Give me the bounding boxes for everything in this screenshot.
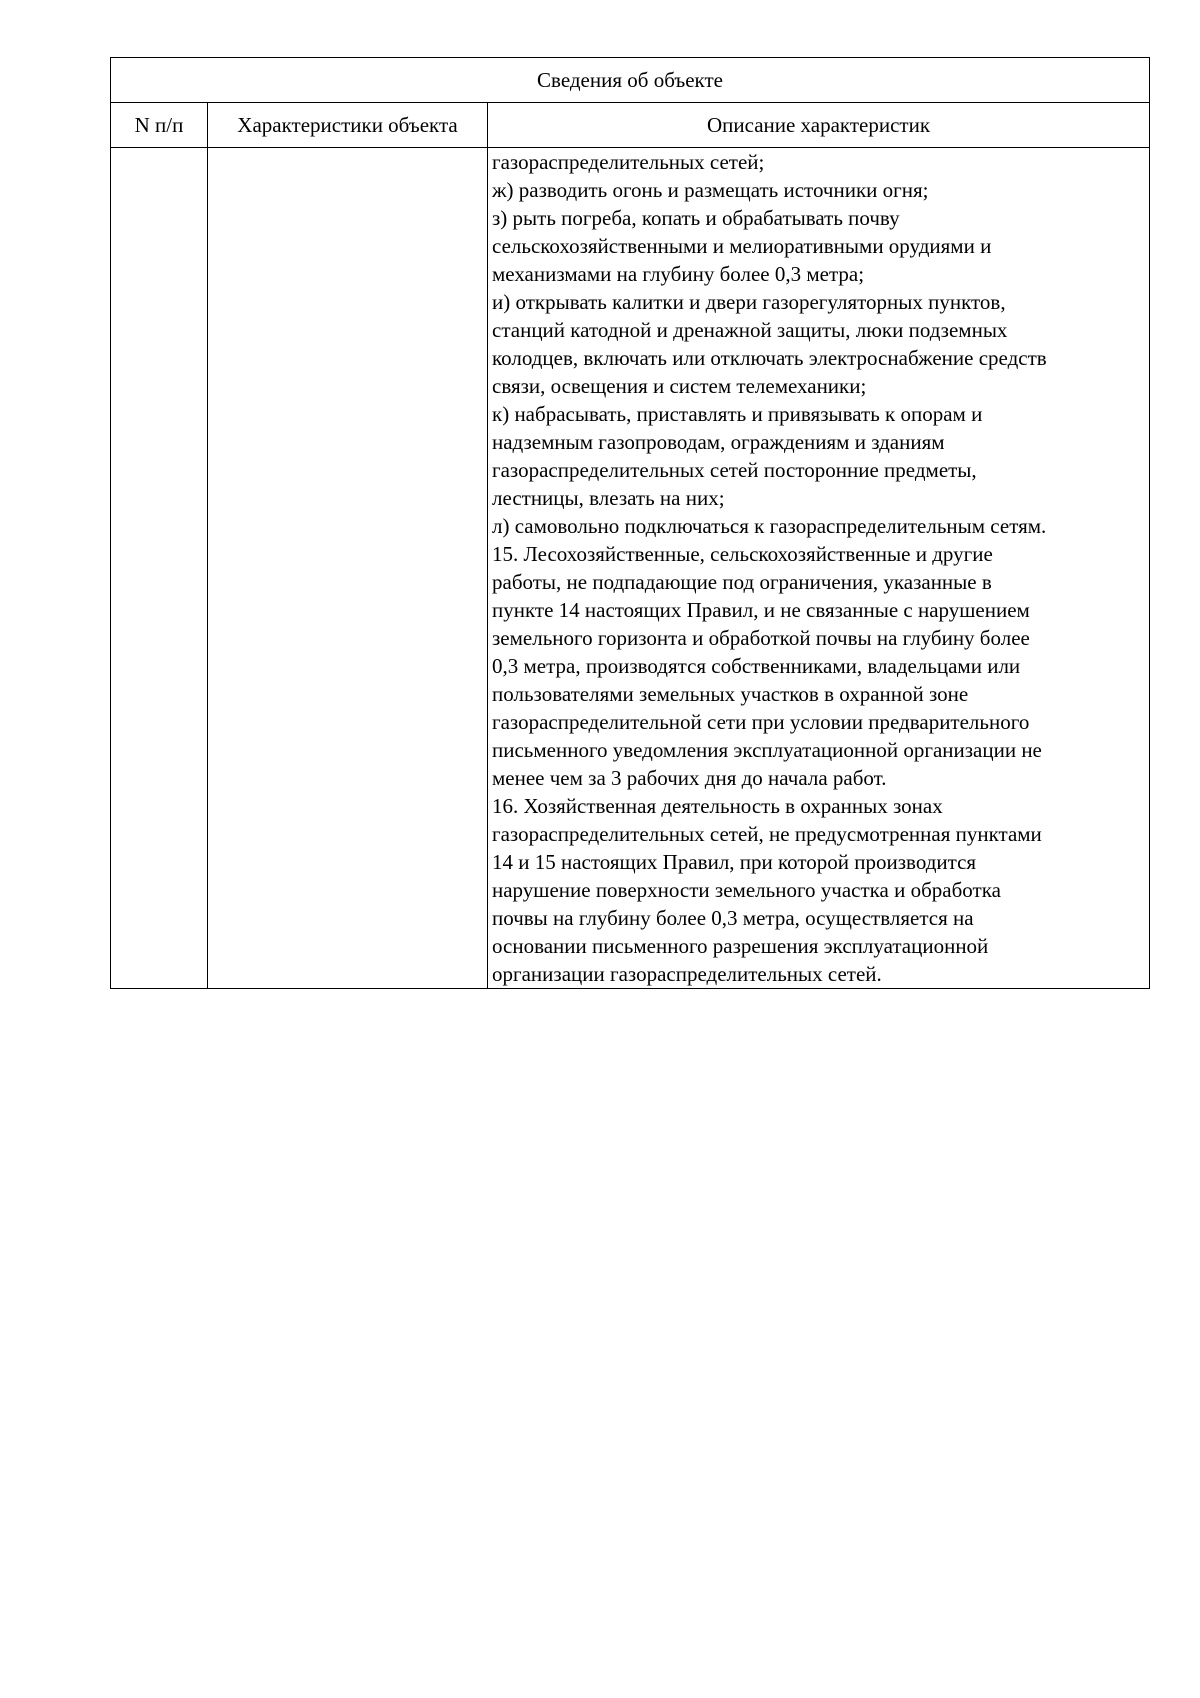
description-line: основании письменного разрешения эксплуатационной (492, 934, 989, 958)
description-line: газораспределительных сетей; (492, 150, 765, 174)
description-line: колодцев, включать или отключать электроснабжение средств (492, 346, 1047, 370)
description-line: лестницы, влезать на них; (492, 486, 725, 510)
description-line: ж) разводить огонь и размещать источники огня; (492, 178, 929, 202)
description-line: 0,3 метра, производятся собственниками, владельцами или (492, 654, 1021, 678)
table-row (111, 148, 1150, 989)
description-line: работы, не подпадающие под ограничения, указанные в (492, 570, 992, 594)
description-line: к) набрасывать, приставлять и привязывать к опорам и (492, 402, 983, 426)
description-line: газораспределительной сети при условии предварительного (492, 710, 1030, 734)
row-characteristics-cell (208, 148, 488, 989)
row-number-cell (111, 148, 208, 989)
description-line: пункте 14 настоящих Правил, и не связанные с нарушением (492, 598, 1030, 622)
description-line: надземным газопроводам, ограждениям и зданиям (492, 430, 945, 454)
description-line: сельскохозяйственными и мелиоративными орудиями и (492, 234, 992, 258)
description-line: и) открывать калитки и двери газорегуляторных пунктов, (492, 290, 1006, 314)
table-header-row (111, 103, 1150, 148)
description-line: письменного уведомления эксплуатационной организации не (492, 738, 1042, 762)
description-line: механизмами на глубину более 0,3 метра; (492, 262, 865, 286)
header-description: Описание характеристик (488, 103, 1150, 148)
description-line: 16. Хозяйственная деятельность в охранных зонах (492, 794, 943, 818)
description-line: пользователями земельных участков в охранной зоне (492, 682, 969, 706)
table-title: Сведения об объекте (111, 58, 1150, 103)
description-line: нарушение поверхности земельного участка и обработка (492, 878, 1001, 902)
description-line: 14 и 15 настоящих Правил, при которой производится (492, 850, 977, 874)
description-line: газораспределительных сетей, не предусмотренная пунктами (492, 822, 1042, 846)
description-line: почвы на глубину более 0,3 метра, осуществляется на (492, 906, 974, 930)
header-number: N п/п (111, 103, 208, 148)
description-line: 15. Лесохозяйственные, сельскохозяйственные и другие (492, 542, 993, 566)
table-title-row (111, 58, 1150, 103)
description-line: менее чем за 3 рабочих дня до начала работ. (492, 766, 887, 790)
description-line: организации газораспределительных сетей. (492, 962, 882, 986)
header-characteristics: Характеристики объекта (208, 103, 488, 148)
row-description-cell (488, 148, 1150, 989)
description-line: л) самовольно подключаться к газораспределительным сетям. (492, 514, 1047, 538)
description-line: з) рыть погреба, копать и обрабатывать почву (492, 206, 900, 230)
description-line: связи, освещения и систем телемеханики; (492, 374, 867, 398)
object-info-table (110, 57, 1150, 989)
description-line: земельного горизонта и обработкой почвы на глубину более (492, 626, 1030, 650)
description-line: газораспределительных сетей посторонние предметы, (492, 458, 977, 482)
description-line: станций катодной и дренажной защиты, люки подземных (492, 318, 1008, 342)
